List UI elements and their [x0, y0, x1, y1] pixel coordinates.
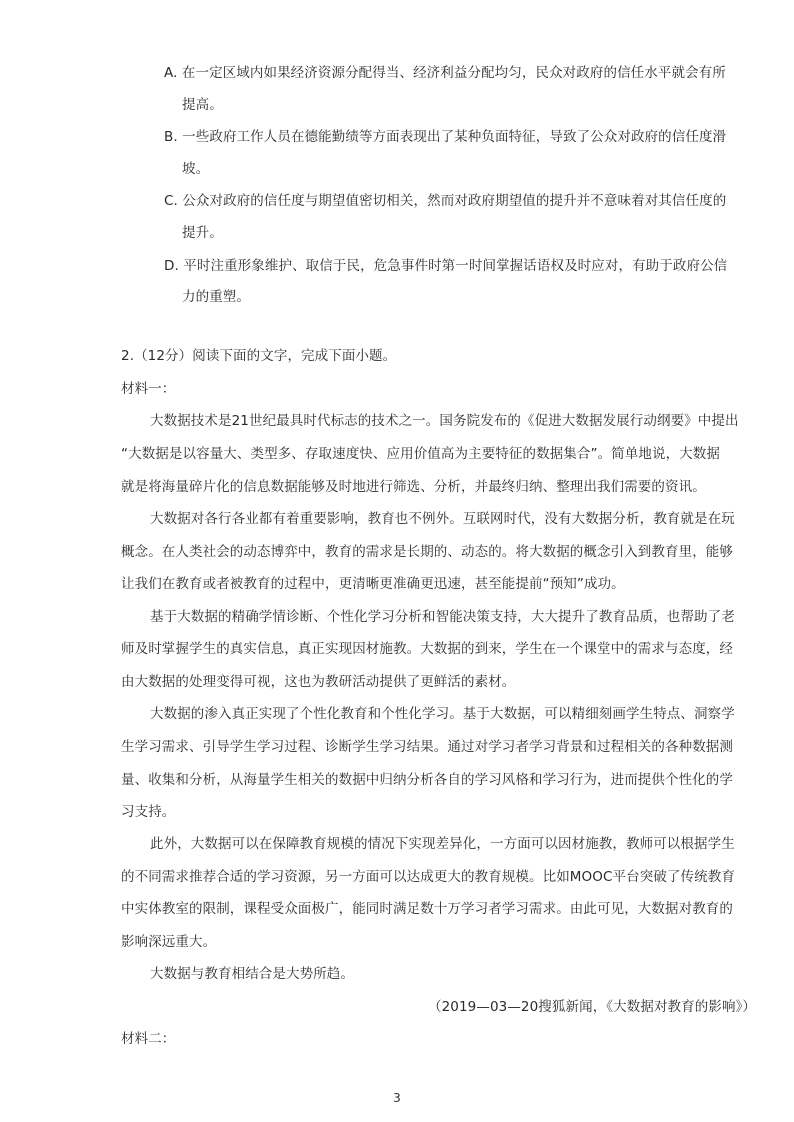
text-line: 的不同需求推荐合适的学习资源，另一方面可以达成更大的教育规模。比如MOOC平台突破了传统教育 [121, 869, 735, 885]
text-line: 大数据技术是21世纪最具时代标志的技术之一。国务院发布的《促进大数据发展行动纲要》中提出 [150, 413, 739, 429]
option-c-line-2: 提升。 [182, 225, 223, 241]
text-line: 大数据与教育相结合是大势所趋。 [150, 966, 354, 982]
question-heading: 2.（12分）阅读下面的文字，完成下面小题。 [121, 348, 397, 364]
text-line: 习支持。 [121, 804, 176, 820]
option-a-line-2: 提高。 [182, 97, 223, 113]
text-line: “大数据是以容量大、类型多、存取速度快、应用价值高为主要特征的数据集合”。简单地说，大数据 [121, 446, 720, 462]
option-d-line-1: D. 平时注重形象维护、取信于民，危急事件时第一时间掌握话语权及时应对，有助于政府公信 [164, 258, 728, 274]
text-line: 基于大数据的精确学情诊断、个性化学习分析和智能决策支持，大大提升了教育品质，也帮助了老 [150, 609, 735, 625]
option-a-line-1: A. 在一定区域内如果经济资源分配得当、经济利益分配均匀，民众对政府的信任水平就会有所 [164, 65, 726, 81]
text-line: 让我们在教育或者被教育的过程中，更清晰更准确更迅速，甚至能提前“预知”成功。 [121, 576, 625, 592]
option-b-line-1: B. 一些政府工作人员在德能勤绩等方面表现出了某种负面特征，导致了公众对政府的信任度滑 [164, 129, 727, 145]
text-line: 量、收集和分析，从海量学生相关的数据中归纳分析各自的学习风格和学习行为，进而提供个性化的学 [121, 772, 733, 788]
text-line: 影响深远重大。 [121, 934, 217, 950]
material-1-label: 材料一： [121, 381, 176, 397]
page-number: 3 [393, 1091, 401, 1105]
text-line: 生学习需求、引导学生学习过程、诊断学生学习结果。通过对学习者学习背景和过程相关的各种数据测 [121, 739, 733, 755]
text-line: 师及时掌握学生的真实信息，真正实现因材施教。大数据的到来，学生在一个课堂中的需求与态度，经 [121, 641, 733, 657]
text-line: 就是将海量碎片化的信息数据能够及时地进行筛选、分析，并最终归纳、整理出我们需要的资讯。 [121, 479, 706, 495]
text-line: 概念。在人类社会的动态博弈中，教育的需求是长期的、动态的。将大数据的概念引入到教育里，能够 [121, 544, 733, 560]
text-line: 大数据的渗入真正实现了个性化教育和个性化学习。基于大数据，可以精细刻画学生特点、洞察学 [150, 706, 735, 722]
text-line: 此外，大数据可以在保障教育规模的情况下实现差异化，一方面可以因材施教，教师可以根据学生 [150, 836, 735, 852]
text-line: 由大数据的处理变得可视，这也为教研活动提供了更鲜活的素材。 [121, 674, 516, 690]
option-d-line-2: 力的重塑。 [182, 289, 250, 305]
option-b-line-2: 坡。 [182, 161, 210, 177]
text-line: 大数据对各行各业都有着重要影响，教育也不例外。互联网时代，没有大数据分析，教育就是在玩 [150, 511, 735, 527]
material-2-label: 材料二： [121, 1031, 176, 1047]
source-citation: （2019—03—20搜狐新闻，《大数据对教育的影响》） [427, 999, 756, 1015]
text-line: 中实体教室的限制，课程受众面极广，能同时满足数十万学习者学习需求。由此可见，大数据对教育的 [121, 901, 733, 917]
option-c-line-1: C. 公众对政府的信任度与期望值密切相关，然而对政府期望值的提升并不意味着对其信任度的 [164, 193, 727, 209]
